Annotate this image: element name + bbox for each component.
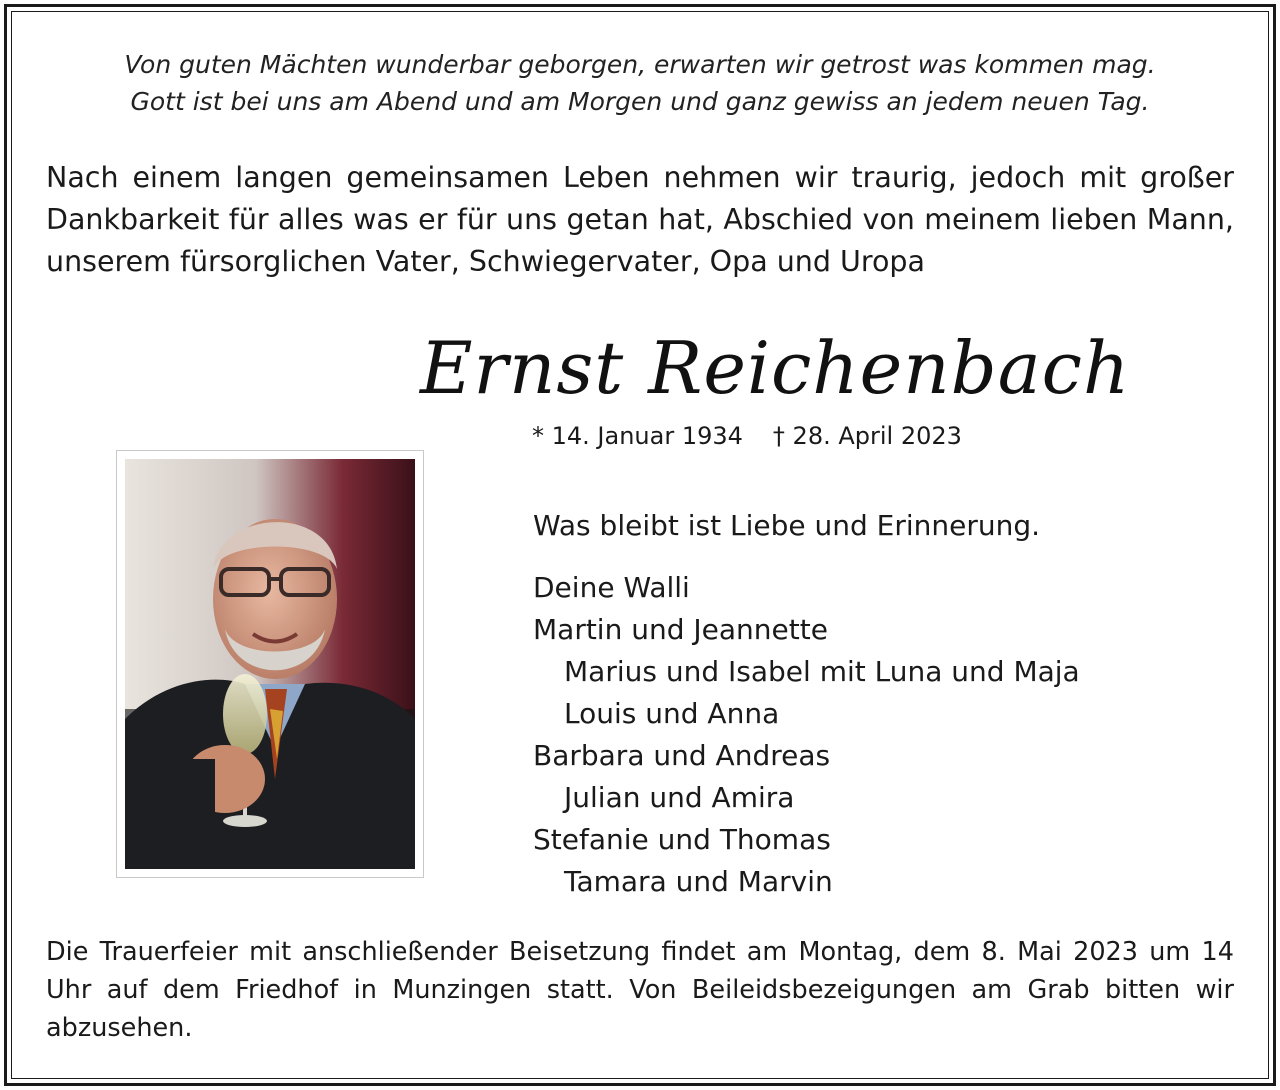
portrait-frame: [116, 450, 424, 878]
motto: Was bleibt ist Liebe und Erinnerung.: [533, 509, 1041, 542]
family-line: Martin und Jeannette: [533, 613, 828, 646]
family-block: [533, 505, 1193, 903]
portrait-illustration: [125, 459, 415, 869]
intro-paragraph: Nach einem langen gemeinsamen Leben nehmen wir traurig, jedoch mit großer Dankbarkeit für alles was er für uns getan hat, Abschied von meinem lieben Mann, unserem fürsorglichen Vater, Schwiegervater, Opa und Uropa: [46, 161, 1234, 278]
family-line: Marius und Isabel mit Luna und Maja: [564, 655, 1080, 688]
family-line: Tamara und Marvin: [564, 865, 833, 898]
quote-line-1: Von guten Mächten wunderbar geborgen, erwarten wir getrost was kommen mag.: [124, 50, 1156, 79]
deceased-name: Ernst Reichenbach: [420, 326, 1131, 410]
family-line: Barbara und Andreas: [533, 739, 831, 772]
birth-date: * 14. Januar 1934: [532, 422, 743, 450]
family-line: Stefanie und Thomas: [533, 823, 831, 856]
opening-quote: [0, 46, 1280, 120]
portrait-photo: [125, 459, 415, 869]
ceremony-paragraph: Die Trauerfeier mit anschließender Beisetzung findet am Montag, dem 8. Mai 2023 um 14 Uhr auf dem Friedhof in Munzingen statt. Von Beileidsbezeigungen am Grab bitten wir abzusehen.: [46, 937, 1234, 1043]
death-date: † 28. April 2023: [772, 422, 962, 450]
family-line: Julian und Amira: [564, 781, 795, 814]
life-dates: [532, 419, 992, 453]
quote-line-2: Gott ist bei uns am Abend und am Morgen und ganz gewiss an jedem neuen Tag.: [130, 87, 1150, 116]
family-line: Louis und Anna: [564, 697, 780, 730]
family-line: Deine Walli: [533, 571, 690, 604]
